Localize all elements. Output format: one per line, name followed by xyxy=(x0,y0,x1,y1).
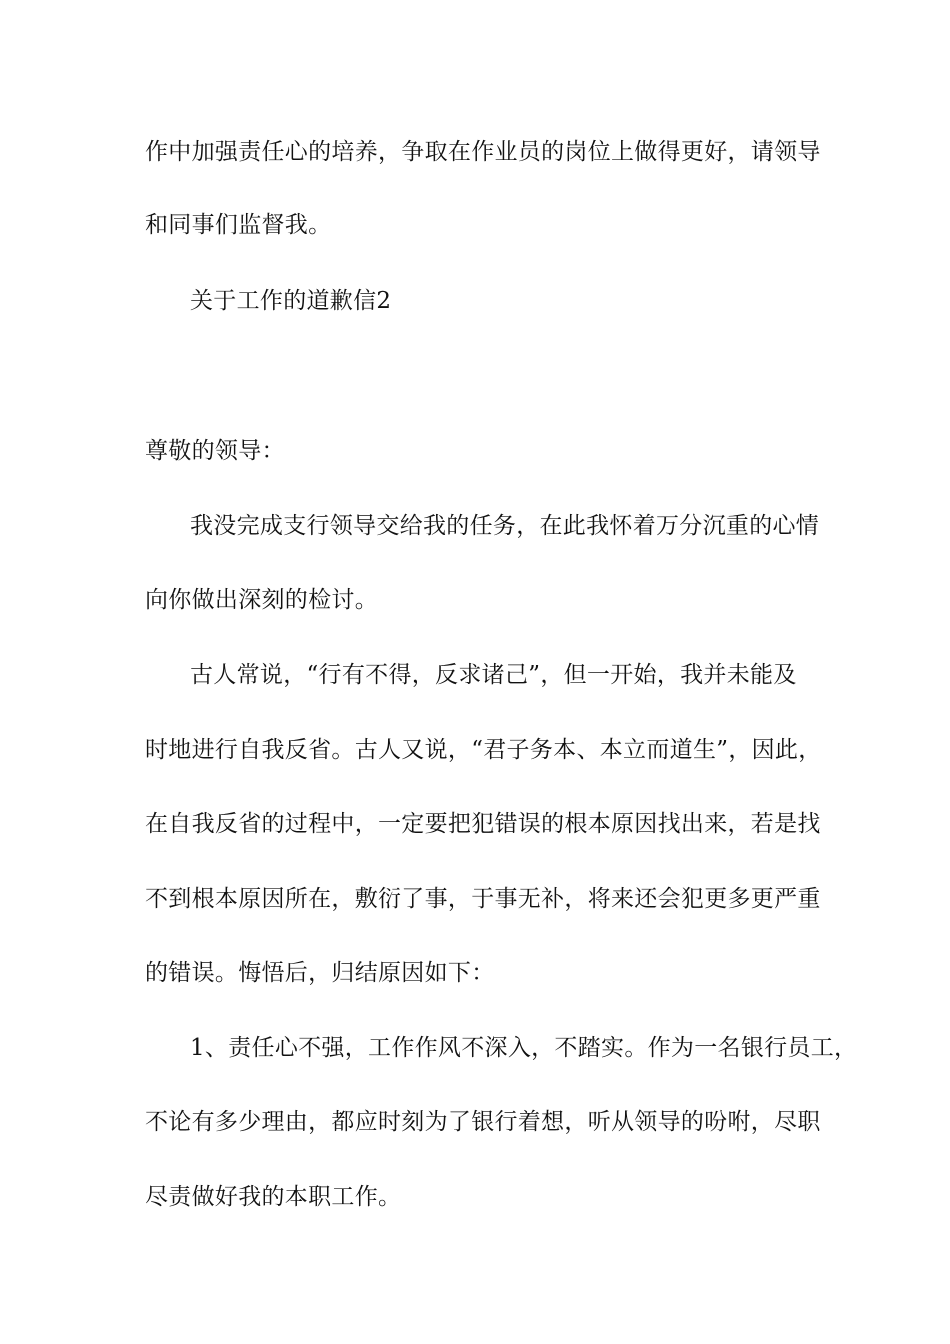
salutation: 尊敬的领导： xyxy=(145,438,285,464)
paragraph-line: 在自我反省的过程中，一定要把犯错误的根本原因找出来，若是找 xyxy=(145,811,821,837)
section-heading: 关于工作的道歉信2 xyxy=(190,288,392,314)
paragraph-line: 向你做出深刻的检讨。 xyxy=(145,587,378,613)
list-item-line: 1、责任心不强，工作作风不深入，不踏实。作为一名银行员工， xyxy=(190,1035,858,1061)
paragraph-line: 不到根本原因所在，敷衍了事，于事无补，将来还会犯更多更严重 xyxy=(145,886,821,912)
paragraph-line: 不论有多少理由，都应时刻为了银行着想，听从领导的吩咐，尽职 xyxy=(145,1109,821,1135)
paragraph-line: 尽责做好我的本职工作。 xyxy=(145,1184,402,1210)
paragraph-line: 时地进行自我反省。古人又说，“君子务本、本立而道生”，因此， xyxy=(145,737,822,763)
paragraph-line: 我没完成支行领导交给我的任务，在此我怀着万分沉重的心情 xyxy=(190,513,820,539)
paragraph-line: 和同事们监督我。 xyxy=(145,212,332,238)
paragraph-line: 的错误。悔悟后，归结原因如下： xyxy=(145,960,495,986)
paragraph-line: 古人常说，“行有不得，反求诸己”，但一开始，我并未能及 xyxy=(190,662,797,688)
paragraph-line: 作中加强责任心的培养，争取在作业员的岗位上做得更好，请领导 xyxy=(145,139,821,165)
